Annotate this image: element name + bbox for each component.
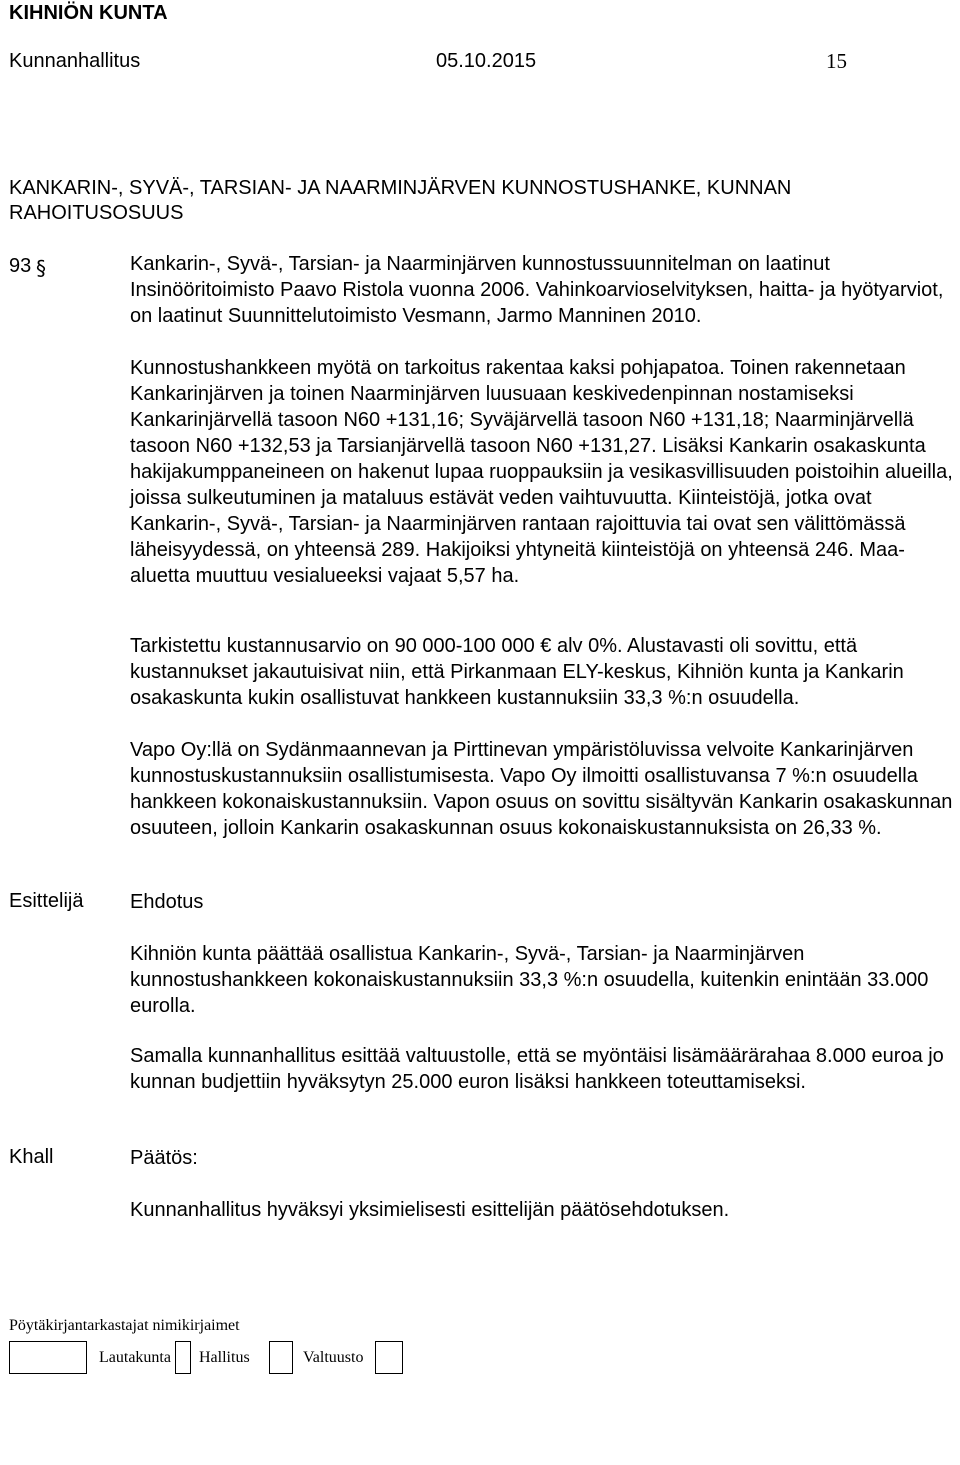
board-box-hallitus [269,1341,293,1374]
board-valtuusto: Valtuusto [303,1349,364,1366]
decision-heading: Päätös: [130,1147,198,1169]
header-body: Kunnanhallitus [9,50,141,72]
paragraph-costs: Tarkistettu kustannusarvio on 90 000-100 000 € alv 0%. Alustavasti oli sovittu, että kustannukset jakautuisivat niin, että Pirkanmaan ELY-keskus, Kihniön kunta ja Kankarin osakaskunta kukin osallistuvat hankkeen kustannuksiin 33,3 %:n osuudella. [130,635,904,709]
board-hallitus: Hallitus [199,1349,250,1366]
paragraph-dams: Kunnostushankkeen myötä on tarkoitus rakentaa kaksi pohjapatoa. Toinen rakennetaan Kankarinjärven ja toinen Naarminjärven luusuaan keskivedenpinnan nostamiseksi Kankarinjärvellä tasoon N60 +131,16; Syväjärvellä tasoon N60 +131,18; Naarminjärvellä tasoon N60 +132,53 ja Tarsianjärvellä tasoon N60 +131,27. Lisäksi Kankarin osakaskunta hakijakumppaneineen on hakenut lupaa ruoppauksiin ja vesikasvillisuuden poistoihin alueilla, joissa sulkeutuminen ja mataluus estävät veden vaihtuvuutta. Kiinteistöjä, jotka ovat Kankarin-, Syvä-, Tarsian- ja Naarminjärven rantaan rajoittuvia tai ovat sen välittömässä läheisyydessä, on yhteensä 289. Hakijoiksi yhtyneitä kiinteistöjä on yhteensä 246. Maa-aluetta muuttuu vesialueeksi vajaat 5,57 ha. [130,357,953,587]
decision-text: Kunnanhallitus hyväksyi yksimielisesti esittelijän päätösehdotuksen. [130,1199,730,1221]
decision-label: Khall [9,1146,54,1168]
board-box-valtuusto [375,1341,403,1374]
item-number: 93 [9,255,32,277]
presenter-label: Esittelijä [9,890,84,912]
proposal-paragraph-1: Kihniön kunta päättää osallistua Kankarin-, Syvä-, Tarsian- ja Naarminjärven kunnostushankkeen kokonaiskustannuksiin 33,3 %:n osuudella, kuitenkin enintään 33.000 eurolla. [130,943,929,1017]
signatures-label: Pöytäkirjantarkastajat nimikirjaimet [9,1317,240,1334]
board-lautakunta: Lautakunta [99,1349,171,1366]
section-symbol: § [36,256,46,280]
page-number: 15 [826,49,847,73]
organization-name: KIHNIÖN KUNTA [9,2,168,24]
paragraph-plan: Kankarin-, Syvä-, Tarsian- ja Naarminjärven kunnostussuunnitelman on laatinut Insinööritoimisto Paavo Ristola vuonna 2006. Vahinkoarvioselvityksen, haitta- ja hyötyarviot, on laatinut Suunnittelutoimisto Vesmann, Jarmo Manninen 2010. [130,253,944,327]
proposal-paragraph-2: Samalla kunnanhallitus esittää valtuustolle, että se myöntäisi lisämäärärahaa 8.000 euroa jo kunnan budjettiin hyväksytyn 25.000 euron lisäksi hankkeen toteuttamiseksi. [130,1045,944,1093]
proposal-heading: Ehdotus [130,891,204,913]
board-box-lautakunta [175,1341,191,1374]
item-title: KANKARIN-, SYVÄ-, TARSIAN- JA NAARMINJÄRVEN KUNNOSTUSHANKE, KUNNAN RAHOITUSOSUUS [9,177,792,224]
header-date: 05.10.2015 [436,50,537,72]
paragraph-vapo: Vapo Oy:llä on Sydänmaannevan ja Pirttinevan ympäristöluvissa velvoite Kankarinjärven kunnostuskustannuksiin osallistumisesta. Vapo Oy ilmoitti osallistuvansa 7 %:n osuudella hankkeen kokonaiskustannuksiin. Vapon osuus on sovittu sisältyvän Kankarin osakaskunnan osuuteen, jolloin Kankarin osakaskunnan osuus kokonaiskustannuksista on 26,33 %. [130,739,953,839]
signature-box-1 [9,1341,87,1374]
